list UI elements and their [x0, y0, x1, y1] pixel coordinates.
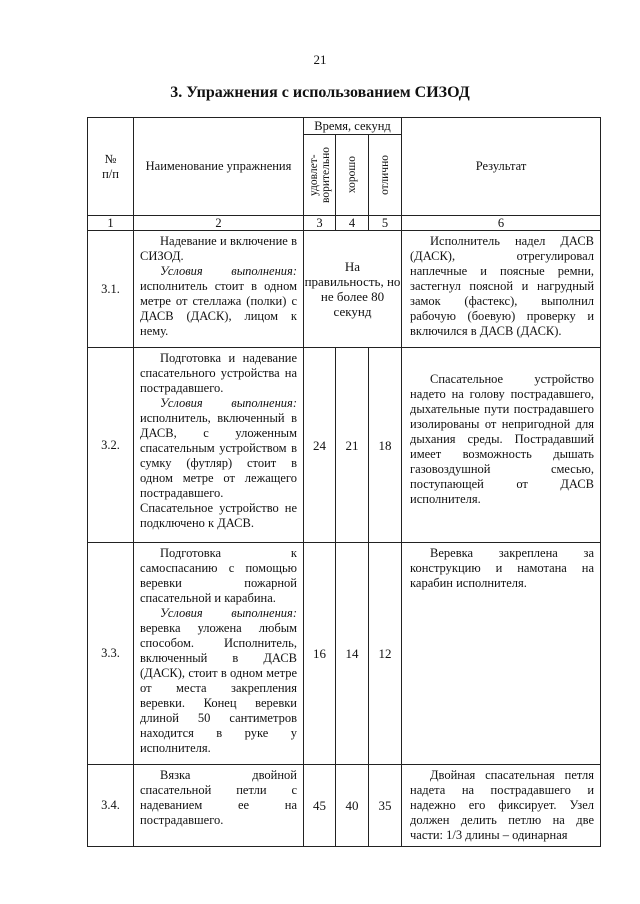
time-good: 40 [336, 765, 369, 847]
time-satisfactory: 16 [304, 543, 336, 765]
table-row [88, 231, 601, 348]
time-excellent: 12 [369, 543, 402, 765]
row-number: 3.4. [88, 765, 134, 847]
exercise-conditions: Условия выполнения: исполнитель стоит в одном метре от стеллажа (полки) с ДАСВ (ДАСК), лицом к нему. [140, 264, 297, 338]
exercise-extra: Спасательное устройство не подключено к ДАСВ. [140, 501, 297, 530]
table-row [88, 765, 601, 847]
header-grade-good: хорошо [336, 135, 369, 216]
exercise-name: Подготовка к самоспасанию с помощью веревки пожарной спасательной и карабина. [140, 546, 297, 605]
exercise-name-cell [134, 231, 304, 348]
header-grade-satisfactory: удовлет- ворительно [304, 135, 336, 216]
column-number: 5 [369, 216, 402, 231]
time-good: 14 [336, 543, 369, 765]
exercise-conditions: Условия выполнения: веревка уложена любым способом. Исполнитель, включенный в ДАСВ (ДАСК), стоит в одном метре от места закрепления веревки. Конец веревки длиной 50 сантиметров находится в руке у исполнителя. [140, 606, 297, 755]
time-satisfactory: 24 [304, 348, 336, 543]
row-number: 3.1. [88, 231, 134, 348]
time-satisfactory: 45 [304, 765, 336, 847]
column-number: 3 [304, 216, 336, 231]
header-time: Время, секунд [304, 118, 402, 135]
header-row [88, 118, 601, 135]
page-number: 21 [313, 52, 327, 67]
header-num: № п/п [88, 118, 134, 216]
time-good: 21 [336, 348, 369, 543]
column-number: 4 [336, 216, 369, 231]
exercise-name: Надевание и включение в СИЗОД. [140, 234, 297, 263]
column-number: 1 [88, 216, 134, 231]
exercise-conditions: Условия выполнения: исполнитель, включенный в ДАСВ, с уложенным спасательным устройством в сумку (футляр) стоит в одном метре от лежащего пострадавшего. [140, 396, 297, 500]
table-row [88, 543, 601, 765]
row-number: 3.2. [88, 348, 134, 543]
table-row [88, 348, 601, 543]
exercise-result: Спасательное устройство надето на голову пострадавшего, дыхательные пути пострадавшего изолированы от непригодной для дыхания среды. Пострадавший имеет возможность дышать газовоздушной смесью, поступающей от ДАСВ исполнителя. [402, 348, 601, 543]
time-excellent: 35 [369, 765, 402, 847]
column-numbers-row [88, 216, 601, 231]
header-name: Наименование упражнения [134, 118, 304, 216]
exercise-result: Веревка закреплена за конструкцию и намотана на карабин исполнителя. [402, 543, 601, 765]
exercise-name: Подготовка и надевание спасательного устройства на пострадавшего. [140, 351, 297, 395]
row-number: 3.3. [88, 543, 134, 765]
column-number: 6 [402, 216, 601, 231]
header-result: Результат [402, 118, 601, 216]
section-title: 3. Упражнения с использованием СИЗОД [170, 84, 470, 101]
exercises-table [87, 117, 601, 847]
exercise-name-cell [134, 348, 304, 543]
header-grade-excellent: отлично [369, 135, 402, 216]
exercise-result: Исполнитель надел ДАСВ (ДАСК), отрегулировал наплечные и поясные ремни, застегнул поясной и нагрудный замок (фастекс), выполнил рабочую (боевую) проверку и включился в ДАСВ (ДАСК). [402, 231, 601, 348]
time-excellent: 18 [369, 348, 402, 543]
exercise-name: Вязка двойной спасательной петли с надеванием ее на пострадавшего. [140, 768, 297, 827]
exercise-name-cell [134, 765, 304, 847]
time-merged: На правильность, но не более 80 секунд [304, 231, 402, 348]
exercise-name-cell [134, 543, 304, 765]
exercise-result: Двойная спасательная петля надета на пострадавшего и надежно его фиксирует. Узел должен делить петлю на две части: 1/3 длины – одинарная [402, 765, 601, 847]
column-number: 2 [134, 216, 304, 231]
